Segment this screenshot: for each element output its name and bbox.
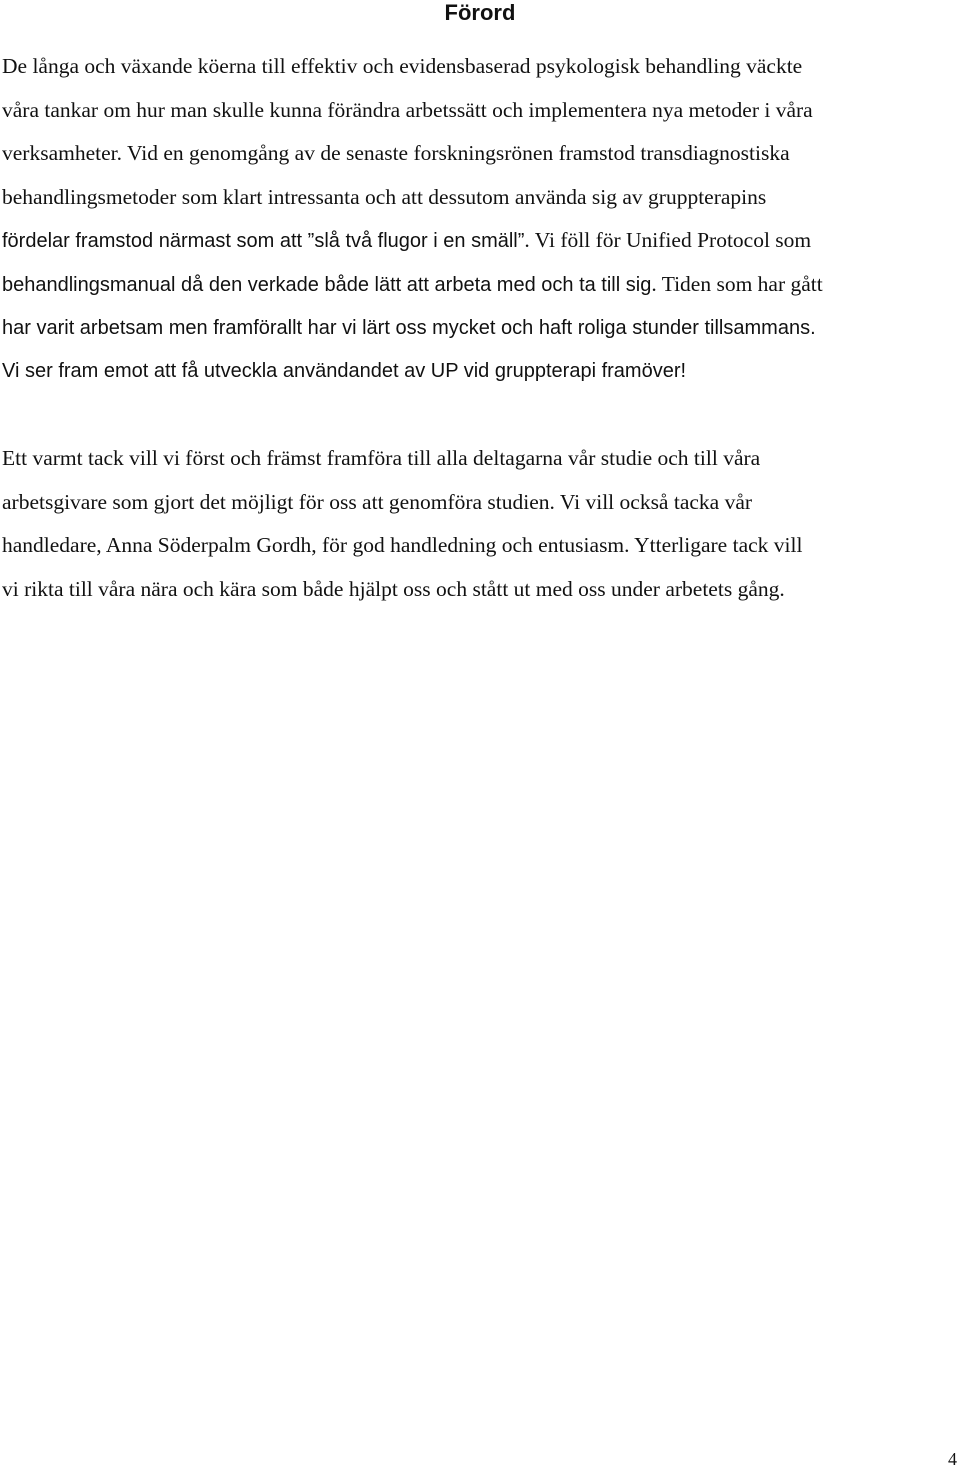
foreword-paragraph-1	[2, 45, 958, 394]
text-segment: . Vi föll för Unified Protocol som	[524, 228, 812, 253]
text-segment: fördelar framstod närmast som att ”slå två flugor i en smäll”	[2, 230, 525, 253]
text-line: vi rikta till våra nära och kära som både hjälpt oss och stått ut med oss under arbetets gång.	[2, 576, 785, 601]
text-line: behandlingsmetoder som klart intressanta och att dessutom använda sig av gruppterapins	[2, 184, 767, 209]
text-line	[2, 263, 958, 307]
text-line: handledare, Anna Söderpalm Gordh, för god handledning och entusiasm. Ytterligare tack vill	[2, 533, 803, 558]
text-line	[2, 219, 958, 263]
text-line: Ett varmt tack vill vi först och främst framföra till alla deltagarna vår studie och till våra	[2, 446, 761, 470]
text-segment: behandlingsmanual då den verkade både lätt att arbeta med och ta till sig	[2, 273, 652, 296]
page-title: Förord	[444, 0, 516, 25]
text-segment: . Tiden som har gått	[651, 271, 823, 296]
text-line: arbetsgivare som gjort det möjligt för oss att genomföra studien. Vi vill också tacka vår	[2, 489, 753, 514]
page-number: 4	[948, 1449, 957, 1469]
text-line: våra tankar om hur man skulle kunna förändra arbetssätt och implementera nya metoder i våra	[2, 97, 813, 122]
foreword-paragraph-2	[2, 437, 958, 611]
text-line: De långa och växande köerna till effektiv och evidensbaserad psykologisk behandling väckte	[2, 54, 803, 78]
text-line: har varit arbetsam men framförallt har vi lärt oss mycket och haft roliga stunder tillsammans.	[2, 316, 816, 339]
text-line: verksamheter. Vid en genomgång av de senaste forskningsrönen framstod transdiagnostiska	[2, 141, 790, 166]
text-line: Vi ser fram emot att få utveckla användandet av UP vid gruppterapi framöver!	[2, 360, 687, 383]
